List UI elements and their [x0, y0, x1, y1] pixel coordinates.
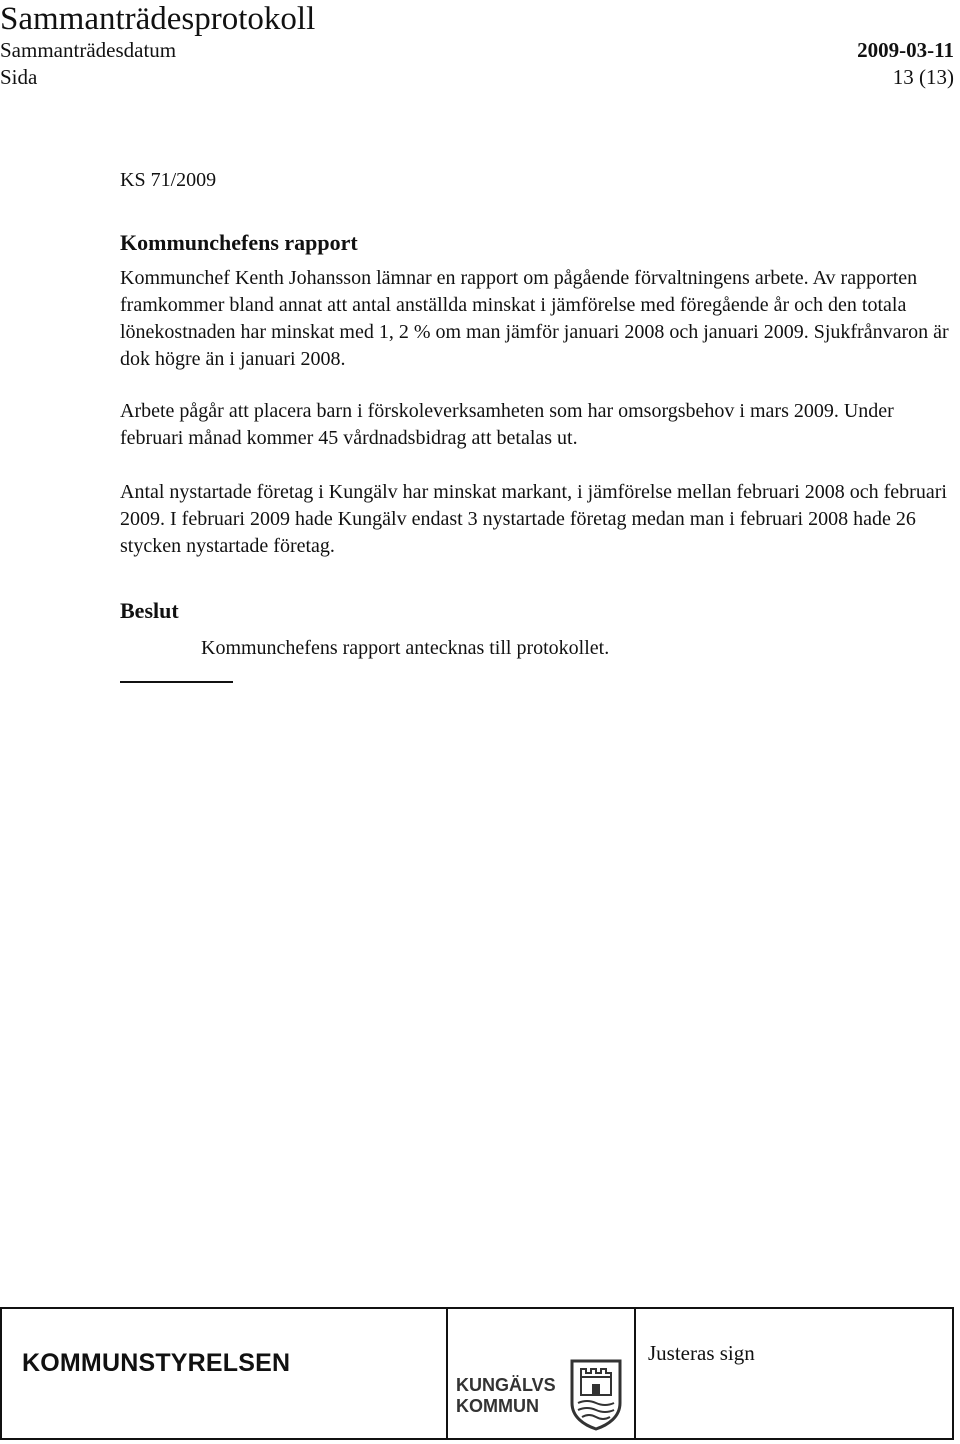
- paragraph-companies: Antal nystartade företag i Kungälv har minskat markant, i jämförelse mellan februari 2008 och februari 2009. I februari 2009 hade Kungälv endast 3 nystartade företag medan man i februari 2008 hade 26 stycken nystartade företag.: [120, 481, 947, 557]
- sign-label: Justeras sign: [648, 1341, 755, 1365]
- meeting-date-label: Sammanträdesdatum: [0, 38, 177, 62]
- paragraph-childcare: Arbete pågår att placera barn i förskoleverksamheten som har omsorgsbehov i mars 2009. Under februari månad kommer 45 vårdnadsbidrag att betalas ut.: [120, 400, 894, 449]
- case-number: KS 71/2009: [120, 169, 217, 191]
- page-number: 13 (13): [892, 65, 954, 89]
- footer-box: [0, 1307, 954, 1440]
- crest-icon: [568, 1359, 624, 1431]
- paragraph-report: Kommunchef Kenth Johansson lämnar en rapport om pågående förvaltningens arbete. Av rapporten framkommer bland annat att antal anställda minskat i jämförelse med föregående år och den totala lönekostnaden har minskat med 1, 2 % om man jämför januari 2008 och januari 2009. Sjukfrånvaron är dok högre än i januari 2008.: [120, 267, 949, 370]
- logo-wordmark: KUNGÄLVS KOMMUN: [456, 1375, 556, 1416]
- meeting-date-value: 2009-03-11: [857, 38, 954, 62]
- decision-heading: Beslut: [120, 598, 179, 623]
- document-title: Sammanträdesprotokoll: [0, 1, 316, 37]
- section-heading: Kommunchefens rapport: [120, 230, 358, 255]
- decision-text: Kommunchefens rapport antecknas till protokollet.: [201, 637, 610, 659]
- municipality-logo: [448, 1309, 634, 1438]
- organization-name: KOMMUNSTYRELSEN: [22, 1349, 291, 1377]
- page-label: Sida: [0, 65, 38, 89]
- end-rule: [120, 681, 233, 683]
- footer-divider: [634, 1309, 636, 1438]
